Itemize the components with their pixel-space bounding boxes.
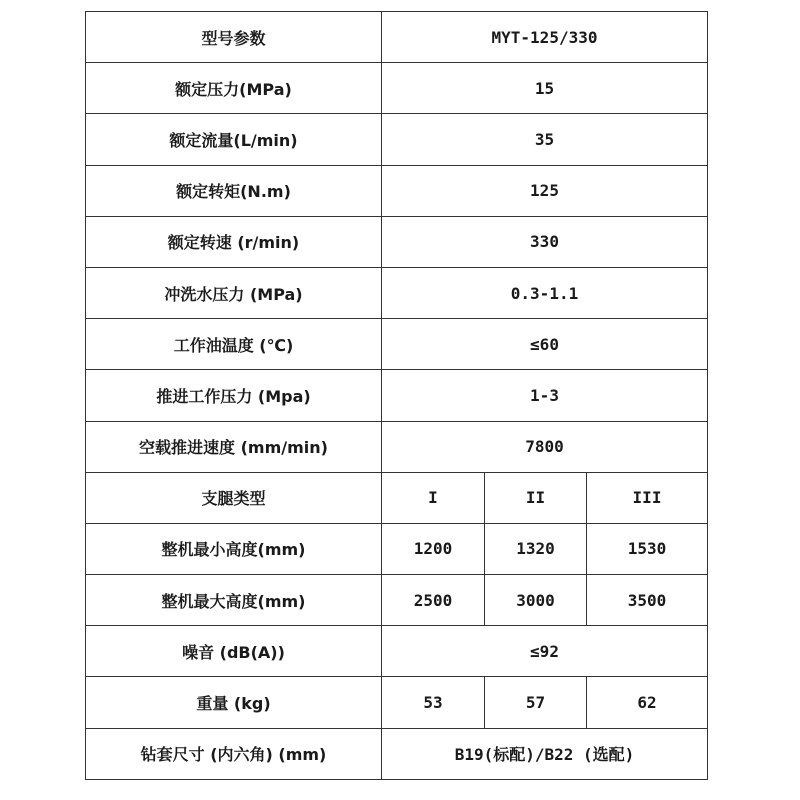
param-label: 钻套尺寸 (内六角) (mm) [86, 728, 382, 779]
param-label: 空载推进速度 (mm/min) [86, 421, 382, 472]
param-value: 7800 [382, 421, 708, 472]
param-value: II [485, 472, 587, 523]
param-value: 57 [485, 677, 587, 728]
param-value: 1320 [485, 523, 587, 574]
param-value: MYT-125/330 [382, 12, 708, 63]
param-value: 3500 [587, 575, 708, 626]
param-value: 35 [382, 114, 708, 165]
table-row [86, 421, 708, 472]
table-row [86, 626, 708, 677]
param-value: I [382, 472, 485, 523]
param-label: 额定流量(L/min) [86, 114, 382, 165]
param-value: III [587, 472, 708, 523]
param-label: 噪音 (dB(A)) [86, 626, 382, 677]
param-label: 整机最大高度(mm) [86, 575, 382, 626]
param-label: 重量 (kg) [86, 677, 382, 728]
param-value: 1200 [382, 523, 485, 574]
param-label: 额定压力(MPa) [86, 63, 382, 114]
param-value: 3000 [485, 575, 587, 626]
param-value: B19(标配)/B22 (选配) [382, 728, 708, 779]
table-row [86, 523, 708, 574]
param-label: 额定转速 (r/min) [86, 216, 382, 267]
param-label: 整机最小高度(mm) [86, 523, 382, 574]
table-row [86, 216, 708, 267]
param-value: 62 [587, 677, 708, 728]
param-value: 53 [382, 677, 485, 728]
table-row [86, 575, 708, 626]
param-label: 额定转矩(N.m) [86, 165, 382, 216]
param-value: 2500 [382, 575, 485, 626]
table-row [86, 370, 708, 421]
param-value: ≤60 [382, 319, 708, 370]
param-value: 15 [382, 63, 708, 114]
table-row [86, 472, 708, 523]
param-label: 型号参数 [86, 12, 382, 63]
table-row [86, 728, 708, 779]
table-row [86, 114, 708, 165]
param-value: 330 [382, 216, 708, 267]
param-label: 工作油温度 (℃) [86, 319, 382, 370]
param-value: 0.3-1.1 [382, 267, 708, 318]
param-value: 1-3 [382, 370, 708, 421]
table-row [86, 165, 708, 216]
table-row [86, 12, 708, 63]
table-row [86, 319, 708, 370]
param-label: 支腿类型 [86, 472, 382, 523]
table-row [86, 63, 708, 114]
table-row [86, 267, 708, 318]
param-value: 1530 [587, 523, 708, 574]
param-value: ≤92 [382, 626, 708, 677]
param-value: 125 [382, 165, 708, 216]
spec-table [85, 11, 708, 780]
table-row [86, 677, 708, 728]
param-label: 推进工作压力 (Mpa) [86, 370, 382, 421]
param-label: 冲洗水压力 (MPa) [86, 267, 382, 318]
